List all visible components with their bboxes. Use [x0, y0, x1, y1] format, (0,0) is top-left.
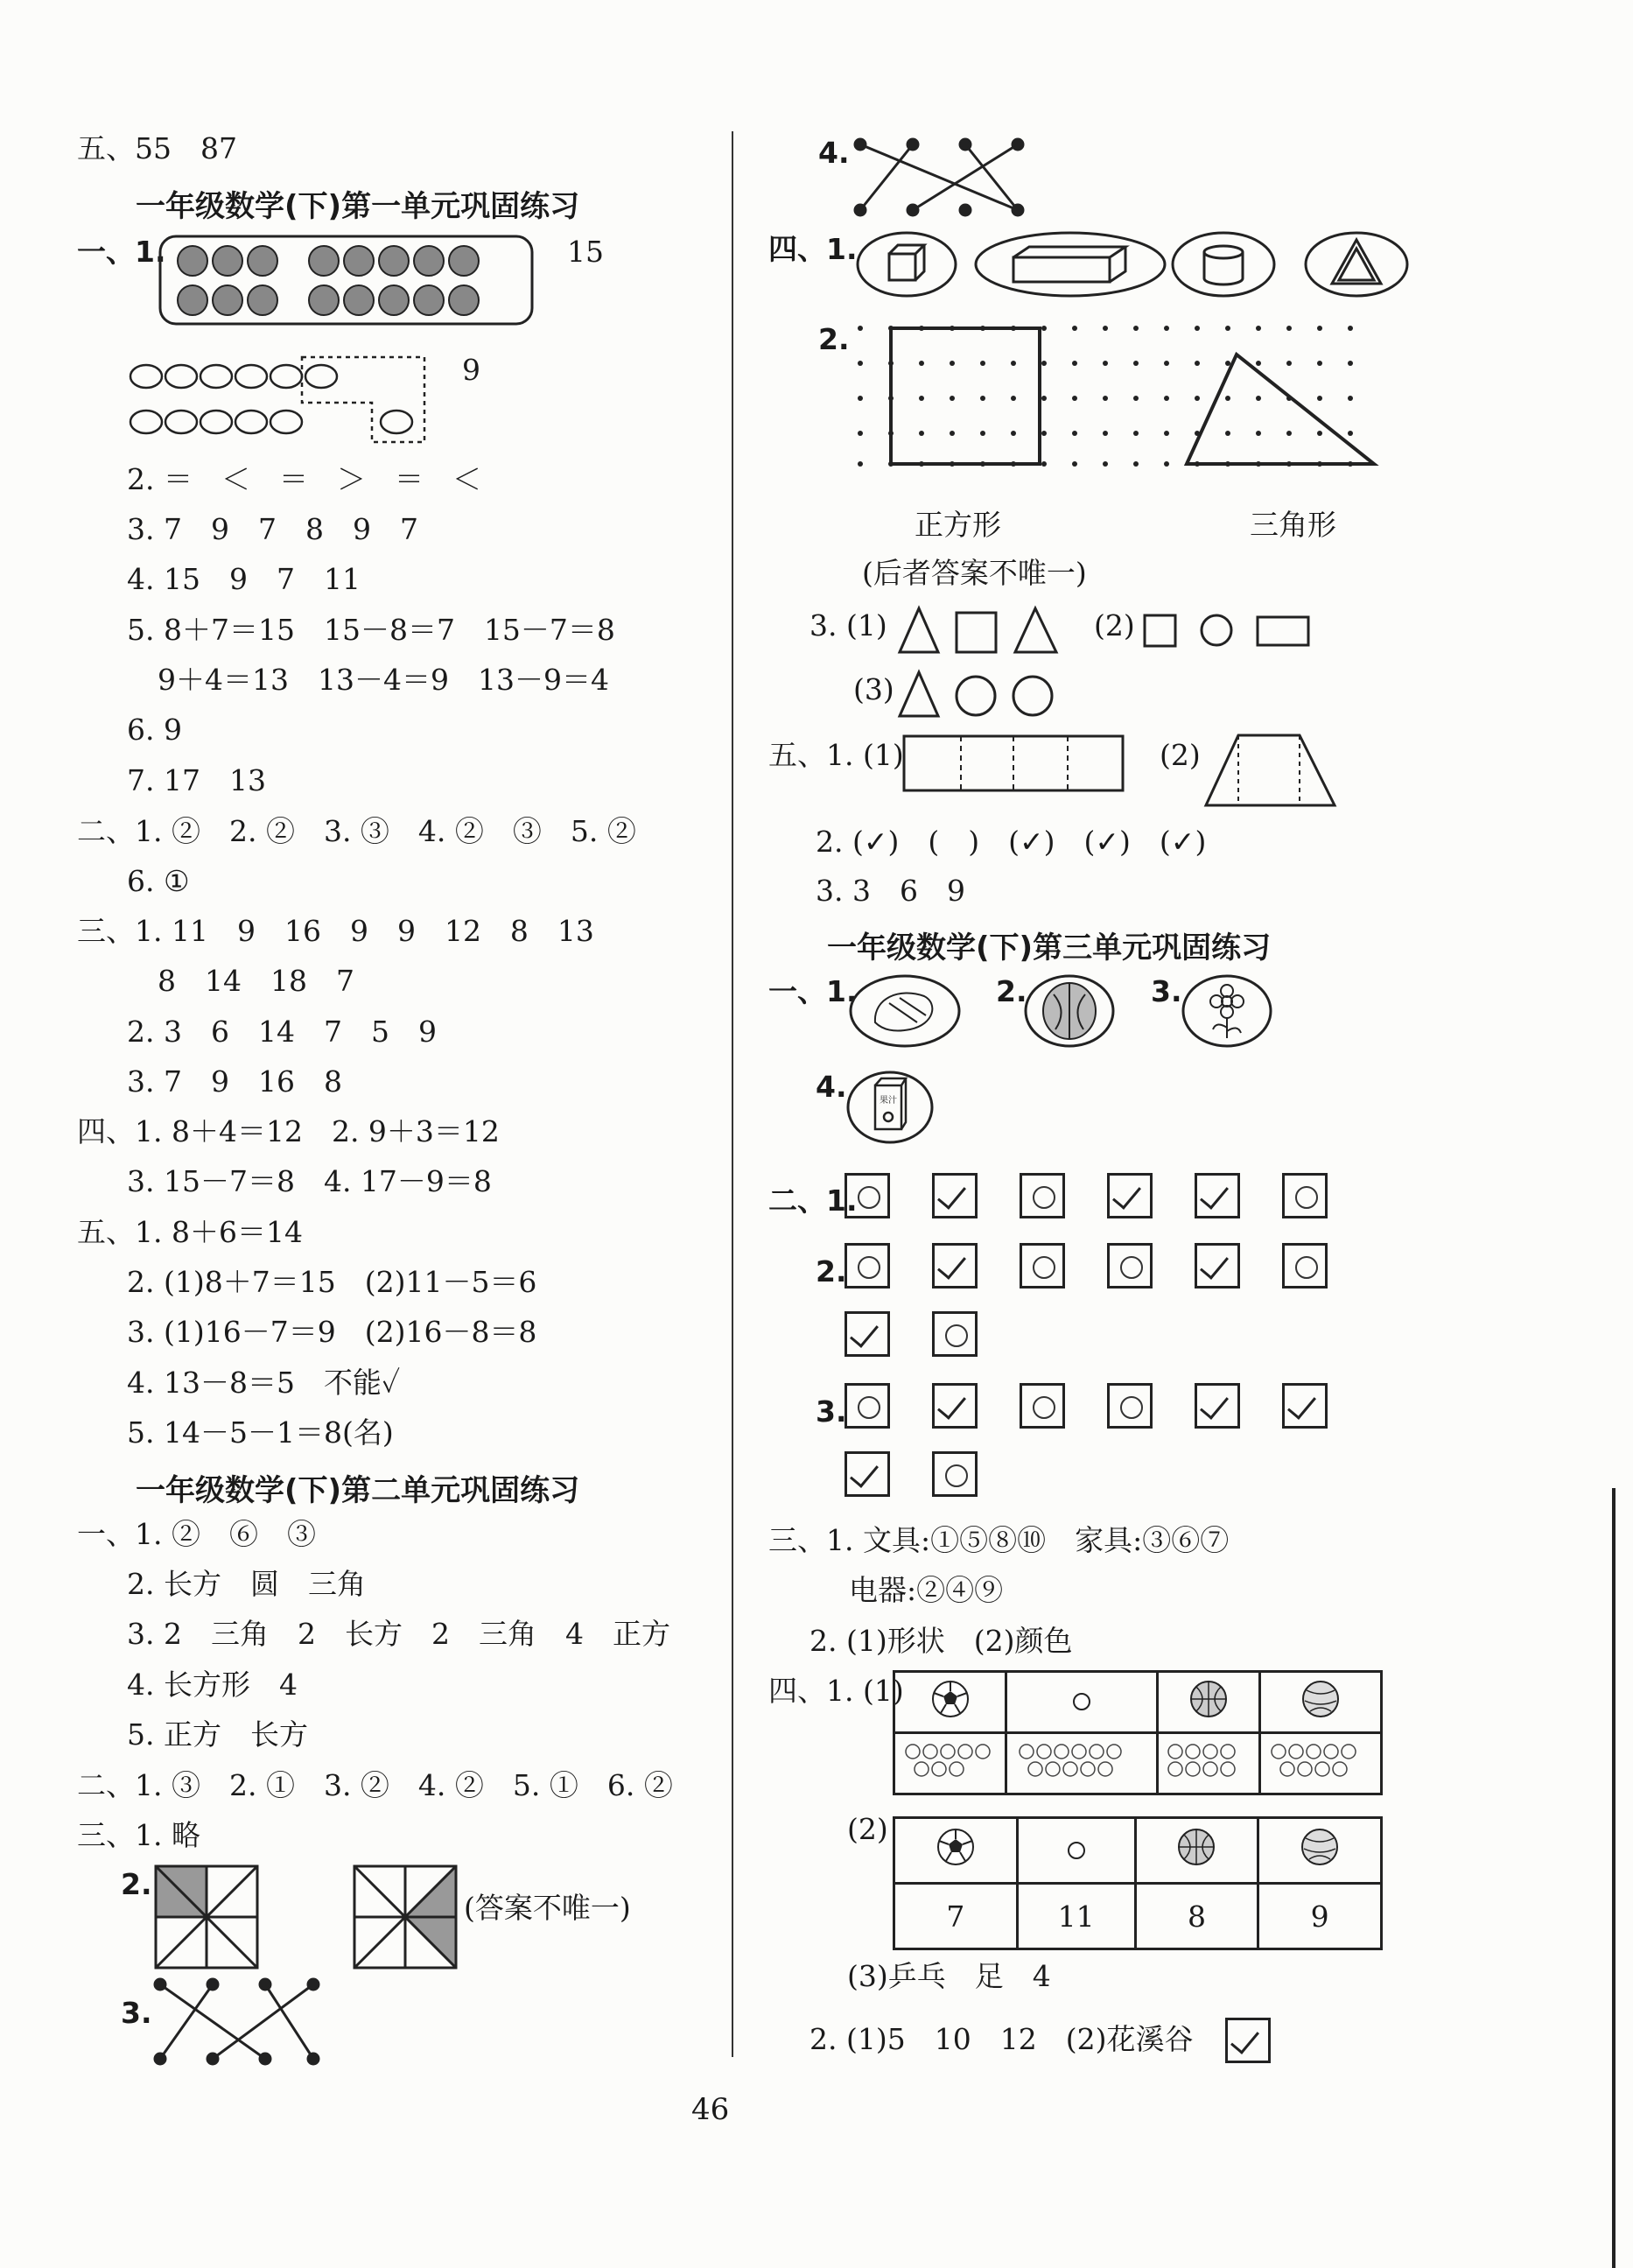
section-title-unit2: 一年级数学(下)第二单元巩固练习: [136, 1473, 580, 1508]
answer-line: 电器:②④⑨: [849, 1573, 1004, 1607]
juice-box-picture: [845, 1068, 941, 1147]
count-cell: 11: [1017, 1884, 1135, 1949]
answer-line: 二、1. ③ 2. ① 3. ② 4. ② 5. ① 6. ②: [77, 1768, 673, 1802]
count-cell: 8: [1135, 1884, 1258, 1949]
question-label: 四、1.: [768, 232, 858, 266]
matching-lines-figure: [156, 1980, 331, 2068]
matching-lines-figure: [856, 140, 1031, 228]
count-cell: 7: [894, 1884, 1018, 1949]
answer-line: 3. 7 9 7 8 9 7: [127, 512, 418, 546]
answer-line: (2): [1160, 738, 1201, 772]
dot-grid-figure: [856, 324, 1381, 481]
answer-line: 四、1. (1): [768, 1674, 904, 1708]
question-label: 一、1.: [77, 235, 166, 269]
cabbage-picture: [847, 972, 965, 1050]
answer-line: 3. 7 9 16 8: [127, 1064, 342, 1099]
circle-mark-box: [1020, 1383, 1065, 1429]
check-mark-box: [1195, 1243, 1240, 1288]
svg-text:果汁: 果汁: [880, 1096, 897, 1106]
answer-line: 4. 13－8＝5 不能✓: [127, 1366, 401, 1400]
circle-mark-box: [1020, 1173, 1065, 1218]
answer-line: 五、1. 8＋6＝14: [77, 1215, 303, 1249]
answer-line: 3. (1)16－7＝9 (2)16－8＝8: [127, 1315, 537, 1349]
question-label: 二、1.: [768, 1183, 858, 1218]
folded-square-figure-2: [354, 1866, 459, 1971]
unfolded-box-figure: [901, 734, 1129, 795]
circle-mark-box: [1282, 1243, 1328, 1288]
answer-value: 9: [462, 353, 480, 387]
shapes-triangle-square-triangle: [897, 604, 1072, 657]
answer-line: 三、1. 11 9 16 9 9 12 8 13: [77, 914, 594, 948]
circle-mark-box: [932, 1311, 978, 1357]
answer-line: 3. 2 三角 2 长方 2 三角 4 正方: [127, 1617, 670, 1651]
answer-line: 2. (1)5 10 12 (2)花溪谷: [809, 2022, 1194, 2056]
volleyball-icon: [1258, 1818, 1382, 1884]
ping-pong-ball-icon: [1006, 1672, 1158, 1733]
basketball-icon: [1157, 1672, 1259, 1733]
answer-line: 5. 正方 长方: [127, 1717, 308, 1752]
check-mark-box: [932, 1383, 978, 1429]
question-label: 3.: [816, 1394, 847, 1429]
trapezoid-figure: [1203, 731, 1343, 810]
answer-line: 7. 17 13: [127, 763, 266, 797]
answer-note: (后者答案不唯一): [862, 556, 1087, 590]
answer-line: (2): [1094, 608, 1135, 642]
check-mark-box: [1282, 1383, 1328, 1429]
column-divider: [732, 131, 733, 2057]
count-cell: 9: [1258, 1884, 1382, 1949]
check-row: [845, 1451, 1020, 1497]
shape-label-triangle: 三角形: [1250, 508, 1336, 542]
check-mark-box: [1225, 2018, 1271, 2063]
answer-line: 2. 3 6 14 7 5 9: [127, 1015, 437, 1049]
question-label: 3.: [1151, 974, 1182, 1008]
answer-line: 五、55 87: [77, 131, 237, 165]
answer-line: 9＋4＝13 13－4＝9 13－9＝4: [158, 663, 609, 697]
check-mark-box: [845, 1451, 890, 1497]
tally-circles: [1006, 1733, 1158, 1794]
check-row: [845, 1243, 1370, 1288]
tally-circles: [1157, 1733, 1259, 1794]
flower-picture: [1181, 972, 1278, 1050]
basketball-icon: [1135, 1818, 1258, 1884]
soccer-ball-icon: [894, 1672, 1006, 1733]
answer-line: 2. ＝ ＜ ＝ ＞ ＝ ＜: [127, 462, 481, 496]
check-mark-box: [845, 1311, 890, 1357]
question-label: 2.: [816, 1254, 847, 1288]
answer-line: 3. 3 6 9: [816, 874, 965, 908]
answer-line: 5. 14－5－1＝8(名): [127, 1415, 394, 1450]
check-row: [845, 1383, 1370, 1429]
answer-line: 2. (1)形状 (2)颜色: [809, 1624, 1073, 1658]
leaf-subtraction-figure: [127, 350, 442, 446]
circle-mark-box: [1020, 1243, 1065, 1288]
answer-line: 8 14 18 7: [158, 964, 354, 998]
answer-line: 2. (✓) ( ) (✓) (✓) (✓): [816, 825, 1207, 859]
section-title-unit1: 一年级数学(下)第一单元巩固练习: [136, 189, 580, 224]
question-label: 4.: [818, 136, 850, 170]
answer-line: 二、1. ② 2. ② 3. ③ 4. ② ③ 5. ②: [77, 814, 636, 848]
shapes-square-circle-rect: [1142, 608, 1317, 661]
tally-circles: [894, 1733, 1006, 1794]
answer-line: 三、1. 文具:①⑤⑧⑩ 家具:③⑥⑦: [768, 1523, 1230, 1557]
answer-line: 3. 15－7＝8 4. 17－9＝8: [127, 1164, 492, 1198]
answer-line: 6. ①: [127, 864, 190, 898]
answer-line: (2): [847, 1812, 888, 1846]
tally-circles: [1259, 1733, 1381, 1794]
question-label: 2.: [996, 974, 1027, 1008]
circle-mark-box: [845, 1243, 890, 1288]
circle-mark-box: [845, 1173, 890, 1218]
answer-line: 4. 长方形 4: [127, 1668, 298, 1702]
answer-line: (3)乒乓 足 4: [847, 1959, 1051, 1993]
answer-line: 三、1. 略: [77, 1818, 200, 1852]
circle-mark-box: [932, 1451, 978, 1497]
ball-tally-table: [893, 1670, 1383, 1795]
answer-line: 2. (1)8＋7＝15 (2)11－5＝6: [127, 1265, 537, 1299]
answer-line: 5. 8＋7＝15 15－8＝7 15－7＝8: [127, 613, 615, 647]
volleyball-icon: [1259, 1672, 1381, 1733]
ball-count-table: [893, 1816, 1383, 1950]
check-mark-box: [1195, 1173, 1240, 1218]
circle-mark-box: [1282, 1173, 1328, 1218]
watermelon-picture: [1024, 972, 1120, 1050]
question-label: 3.: [121, 1996, 152, 2030]
question-label: 一、1.: [768, 974, 858, 1008]
circle-mark-box: [1107, 1243, 1153, 1288]
question-label: 2.: [818, 322, 850, 356]
soccer-ball-icon: [894, 1818, 1018, 1884]
shape-label-square: 正方形: [915, 508, 1001, 542]
shapes-triangle-circle-circle: [897, 668, 1055, 720]
answer-line: 2. 长方 圆 三角: [127, 1567, 366, 1601]
ping-pong-ball-icon: [1017, 1818, 1135, 1884]
check-row: [845, 1311, 1020, 1357]
check-mark-box: [932, 1173, 978, 1218]
answer-line: 3. (1): [809, 608, 887, 642]
check-mark-box: [1195, 1383, 1240, 1429]
answer-line: 4. 15 9 7 11: [127, 562, 361, 596]
page-number: 46: [691, 2092, 730, 2127]
question-label: 2.: [121, 1867, 152, 1901]
check-mark-box: [932, 1243, 978, 1288]
answer-line: 五、1. (1): [768, 738, 904, 772]
folded-square-figure-1: [156, 1866, 261, 1971]
page-edge-bar: [1612, 1488, 1615, 2268]
circle-mark-box: [1107, 1383, 1153, 1429]
leaf-group-figure: [158, 235, 560, 340]
answer-line: 一、1. ② ⑥ ③: [77, 1517, 316, 1551]
answer-note: (答案不唯一): [464, 1891, 631, 1925]
question-label: 4.: [816, 1070, 847, 1104]
answer-line: 6. 9: [127, 713, 182, 747]
solid-shapes-figure: [856, 229, 1416, 299]
check-row: [845, 1173, 1370, 1218]
answer-value: 15: [567, 235, 604, 269]
section-title-unit3: 一年级数学(下)第三单元巩固练习: [827, 930, 1272, 965]
circle-mark-box: [845, 1383, 890, 1429]
answer-line: 四、1. 8＋4＝12 2. 9＋3＝12: [77, 1114, 500, 1148]
check-mark-box: [1107, 1173, 1153, 1218]
answer-line: (3): [853, 672, 894, 706]
